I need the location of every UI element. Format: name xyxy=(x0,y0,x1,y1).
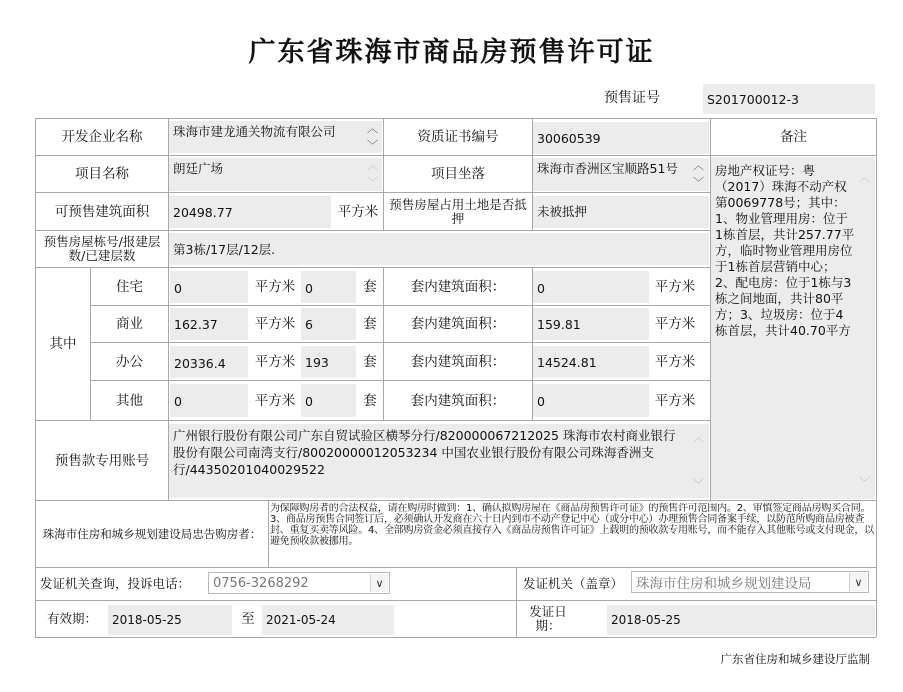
land-mortgage-label: 预售房屋占用土地是否抵押 xyxy=(389,196,527,226)
building-field[interactable]: 第3栋/17层/12层. xyxy=(169,233,709,265)
footer-text: 广东省住房和城乡建设厅监制 xyxy=(720,652,870,666)
page-title: 广东省珠海市商品房预售许可证 xyxy=(248,37,655,68)
chevron-up-icon: ︿ xyxy=(367,122,378,135)
issue-date-label: 发证日期： xyxy=(529,604,567,633)
chevron-up-icon: ︿ xyxy=(693,159,704,172)
project-scroll-arrows[interactable] xyxy=(366,160,379,188)
developer-label: 开发企业名称 xyxy=(61,129,143,145)
chevron-up-icon: ︿ xyxy=(693,431,704,444)
inner-area-label: 套内建筑面积： xyxy=(410,353,506,370)
presale-area-field[interactable]: 20498.77 xyxy=(169,196,331,228)
issuer-select[interactable] xyxy=(631,571,869,593)
breakdown-area-field[interactable]: 162.37 xyxy=(170,308,248,340)
presale-area-unit: 平方米 xyxy=(337,203,379,220)
area-unit-label: 平方米 xyxy=(654,392,696,409)
breakdown-count-field[interactable]: 0 xyxy=(301,271,356,303)
breakdown-inner-area-field[interactable]: 14524.81 xyxy=(533,346,649,378)
issuer-value: 珠海市住房和城乡规划建设局 xyxy=(636,576,812,592)
validity-from-field[interactable]: 2018-05-25 xyxy=(108,605,232,635)
chevron-down-icon: ﹀ xyxy=(693,478,704,491)
inner-area-label: 套内建筑面积： xyxy=(410,392,506,409)
chevron-down-icon: ∨ xyxy=(370,574,388,592)
account-value: 广州银行股份有限公司广东自贸试验区横琴分行/820000067212025 珠海市农村商业银行股份有限公司南湾支行/80020000012053234 中国农业银行股份有限公司珠海香洲支行/44350201040029522 xyxy=(173,428,676,477)
breakdown-inner-area-field[interactable]: 159.81 xyxy=(533,308,649,340)
area-unit-label: 平方米 xyxy=(254,392,296,409)
breakdown-type-label: 商业 xyxy=(116,316,143,332)
remarks-label: 备注 xyxy=(780,129,807,145)
grid-line xyxy=(35,600,876,601)
breakdown-inner-area-field[interactable]: 0 xyxy=(533,271,649,303)
count-unit-label: 套 xyxy=(363,316,377,332)
permit-number-field[interactable]: S201700012-3 xyxy=(703,84,875,114)
area-unit-label: 平方米 xyxy=(254,316,296,332)
developer-field[interactable] xyxy=(169,121,382,153)
project-label: 项目名称 xyxy=(75,166,129,182)
grid-line xyxy=(516,567,517,637)
breakdown-count-field[interactable]: 193 xyxy=(301,346,356,378)
project-value: 朗廷广场 xyxy=(173,161,224,176)
grid-line xyxy=(35,637,876,638)
inner-area-label: 套内建筑面积： xyxy=(410,316,506,332)
grid-line xyxy=(876,118,877,637)
validity-label: 有效期： xyxy=(46,611,97,626)
chevron-down-icon: ﹀ xyxy=(367,139,378,152)
breakdown-area-field[interactable]: 0 xyxy=(170,271,248,303)
qualification-field[interactable]: 30060539 xyxy=(533,122,709,154)
building-label: 预售房屋栋号/报建层数/已建层数 xyxy=(43,234,161,263)
chevron-down-icon: ∨ xyxy=(849,573,867,591)
breakdown-type-label: 住宅 xyxy=(116,278,143,295)
hotline-value: 0756-3268292 xyxy=(213,575,309,591)
chevron-down-icon: ﹀ xyxy=(367,176,378,189)
area-unit-label: 平方米 xyxy=(654,278,696,295)
hotline-select[interactable] xyxy=(208,572,390,594)
breakdown-type-label: 办公 xyxy=(116,353,143,370)
remarks-scrollbar[interactable] xyxy=(858,172,871,488)
account-label: 预售款专用账号 xyxy=(54,452,150,469)
area-unit-label: 平方米 xyxy=(254,353,296,370)
notice-text: 为保障购房者的合法权益，请在购房时做到：1、确认拟购房屋在《商品房预售许可证》的预售许可范围内。2、审慎签定商品房购买合同。3、商品房预售合同签订后，必须确认开发商在六十日内到市不动产登记中心（或分中心）办理预售合同备案手续，以防范所购商品房被查封、重复买卖等风险。4、全部购房资金必须直接存入《商品房预售许可证》上载明的预收款专用账号，而不能存入其他账号或支付现金，以避免预收款被挪用。 xyxy=(270,503,874,547)
issuer-label: 发证机关（盖章） xyxy=(522,576,623,591)
land-mortgage-field[interactable]: 未被抵押 xyxy=(533,196,709,228)
presale-area-label: 可预售建筑面积 xyxy=(54,203,150,220)
count-unit-label: 套 xyxy=(363,392,377,409)
inner-area-label: 套内建筑面积： xyxy=(410,278,506,295)
chevron-down-icon: ﹀ xyxy=(693,176,704,189)
validity-to-label: 至 xyxy=(241,611,255,627)
location-field[interactable] xyxy=(533,158,709,191)
location-scroll-arrows[interactable] xyxy=(692,160,705,188)
area-unit-label: 平方米 xyxy=(654,316,696,332)
account-scroll-arrows[interactable] xyxy=(692,432,705,490)
chevron-up-icon: ︿ xyxy=(367,159,378,172)
developer-scroll-arrows[interactable] xyxy=(366,123,379,151)
remarks-field[interactable] xyxy=(711,157,875,499)
notice-label: 珠海市住房和城乡规划建设局忠告购房者： xyxy=(42,527,262,541)
breakdown-count-field[interactable]: 6 xyxy=(301,308,356,340)
area-unit-label: 平方米 xyxy=(654,353,696,370)
breakdown-count-field[interactable]: 0 xyxy=(301,384,356,417)
account-field[interactable] xyxy=(169,424,709,498)
grid-line xyxy=(710,155,876,156)
qualification-label: 资质证书编号 xyxy=(417,129,499,145)
location-label: 项目坐落 xyxy=(431,166,485,182)
breakdown-inner-area-field[interactable]: 0 xyxy=(533,384,649,417)
count-unit-label: 套 xyxy=(363,353,377,370)
location-value: 珠海市香洲区宝顺路51号 xyxy=(537,161,678,176)
validity-to-field[interactable]: 2021-05-24 xyxy=(262,605,394,635)
remarks-value: 房地产权证号：粤（2017）珠海不动产权第0069778号；其中：1、物业管理用房：位于1栋首层，共计257.77平方，临时物业管理用房位于1栋首层营销中心；2、配电房：位于1栋与3栋之间地面，共计80平方；3、垃圾房：位于4栋首层，共计40.70平方 xyxy=(715,163,855,338)
area-unit-label: 平方米 xyxy=(254,278,296,295)
issue-date-field[interactable]: 2018-05-25 xyxy=(607,605,875,635)
developer-value: 珠海市建龙通关物流有限公司 xyxy=(173,124,336,139)
chevron-down-icon: ﹀ xyxy=(859,476,870,489)
grid-line xyxy=(268,500,269,567)
breakdown-group-label: 其中 xyxy=(49,336,77,352)
permit-number-label: 预售证号 xyxy=(604,90,660,106)
hotline-label: 发证机关查询，投诉电话： xyxy=(40,576,191,591)
count-unit-label: 套 xyxy=(363,278,377,295)
chevron-up-icon: ︿ xyxy=(859,171,870,184)
breakdown-area-field[interactable]: 0 xyxy=(170,384,248,417)
breakdown-type-label: 其他 xyxy=(116,392,143,409)
project-field[interactable] xyxy=(169,158,382,191)
breakdown-area-field[interactable]: 20336.4 xyxy=(170,346,248,378)
